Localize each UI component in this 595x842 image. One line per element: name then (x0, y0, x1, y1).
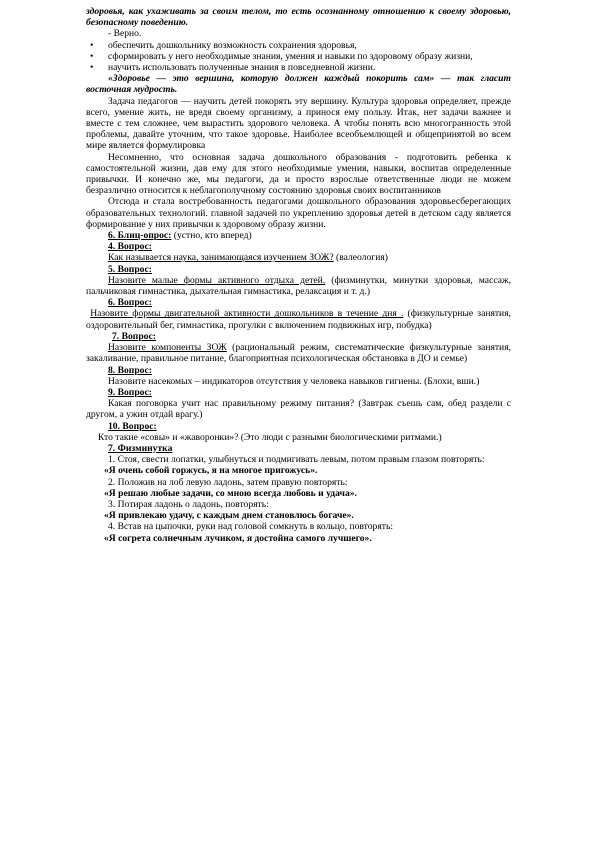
question-number: 7. Вопрос: (112, 330, 156, 342)
fizminutka-heading: 7. Физминутка (108, 442, 173, 454)
exercise-step: 4. Встав на цыпочки, руки над головой сомкнуть в кольцо, повторять: (108, 521, 393, 533)
paragraph: Отсюда и стала востребованность педагогами дошкольного образования здоровьесберегающих образовательных технологий. главной задачей по укреплению здоровья детей в детском саду является формирование у них привычки к здоровому образу жизни. (86, 196, 511, 230)
question-number: 10. Вопрос: (108, 420, 157, 432)
bullet-icon: • (90, 62, 94, 74)
question-text: Назовите малые формы активного отдыха детей. (физминутки, минутки здоровья, массаж, пальчиковая гимнастика, дыхательная гимнастика, релаксация и т. д.) (86, 274, 511, 298)
paragraph: Несомненно, что основная задача дошкольного образования - подготовить ребенка к самостоятельной жизни, дав ему для этого необходимые умения, навыки, воспитав определенные привычки. И конечно же, мы педагоги, да и просто взрослые ответственные люди не можем безразлично относится к неблагополучному состоянию здоровья своих воспитанников (86, 151, 511, 197)
question-text: Назовите насекомых – индикаторов отсутствия у человека навыков гигиены. (Блохи, вши.) (108, 375, 480, 387)
exercise-phrase: «Я привлекаю удачу, с каждым днем становлюсь богаче». (104, 510, 354, 522)
question-text: Как называется наука, занимающаяся изучением ЗОЖ? (валеология) (108, 252, 388, 264)
question-number: 8. Вопрос: (108, 364, 152, 376)
blitz-heading: 6. Блиц-опрос: (устно, кто вперед) (108, 230, 252, 242)
exercise-step: 3. Потирая ладонь о ладонь, повторять: (108, 498, 269, 510)
intro-answer: - Верно. (108, 28, 142, 40)
question-text: Назовите формы двигательной активности дошкольников в течение дня . (физкультурные занятия, оздоровительный бег, гимнастика, прогулки с включением подвижных игр, побудка) (86, 308, 512, 331)
list-item: • сформировать у него необходимые знания, умения и навыки по здоровому образу жизни, (90, 50, 473, 62)
question-text: Какая поговорка учит нас правильному режиму питания? (Завтрак съешь сам, обед раздели с другом, а ужин отдай врагу.) (86, 398, 511, 421)
intro-line: здоровья, как ухаживать за своим телом, то есть осознанному отношению к своему здоровью, безопасному поведению. (86, 6, 511, 29)
quote: «Здоровье — это вершина, которую должен каждый покорить сам» — так гласит восточная мудрость. (86, 73, 511, 96)
exercise-phrase: «Я очень собой горжусь, я на многое пригожусь». (104, 465, 318, 477)
goals-list (86, 40, 511, 74)
question-number: 9. Вопрос: (108, 386, 152, 398)
question-text: Назовите компоненты ЗОЖ (рациональный режим, систематические физкультурные занятия, закаливание, правильное питание, благоприятная психологическая обстановка в ДО и семье) (86, 342, 511, 365)
exercise-phrase: «Я согрета солнечным лучиком, я достойна самого лучшего». (104, 532, 372, 544)
question-number: 5. Вопрос: (108, 263, 152, 275)
bullet-icon: • (90, 39, 94, 51)
list-item: • научить использовать полученные знания в повседневной жизни. (90, 62, 376, 74)
question-number: 6. Вопрос: (108, 297, 152, 309)
exercise-step: 1. Стоя, свести лопатки, улыбнуться и подмигивать левым, потом правым глазом повторять: (108, 454, 485, 466)
exercise-phrase: «Я решаю любые задачи, со мною всегда любовь и удача». (104, 487, 357, 499)
question-number: 4. Вопрос: (108, 241, 152, 253)
list-item: • обеспечить дошкольнику возможность сохранения здоровья, (90, 39, 357, 51)
question-text: Кто такие «совы» и «жаворонки»? (Это люди с разными биологическими ритмами.) (98, 431, 442, 443)
exercise-step: 2. Положив на лоб левую ладонь, затем правую повторять: (108, 476, 348, 488)
paragraph: Задача педагогов — научить детей покорять эту вершину. Культура здоровья определяет, прежде всего, умение жить, не вредя своему организму, а принося ему пользу. Итак, нет задачи важнее и вместе с тем сложнее, чем вырастить здорового человека. А чтобы понять всю многогранность этой проблемы, давайте уточним, что такое здоровье. Наиболее всеобъемлющей и общепринятой во всем мире является формулировка (86, 95, 511, 152)
bullet-icon: • (90, 50, 94, 62)
